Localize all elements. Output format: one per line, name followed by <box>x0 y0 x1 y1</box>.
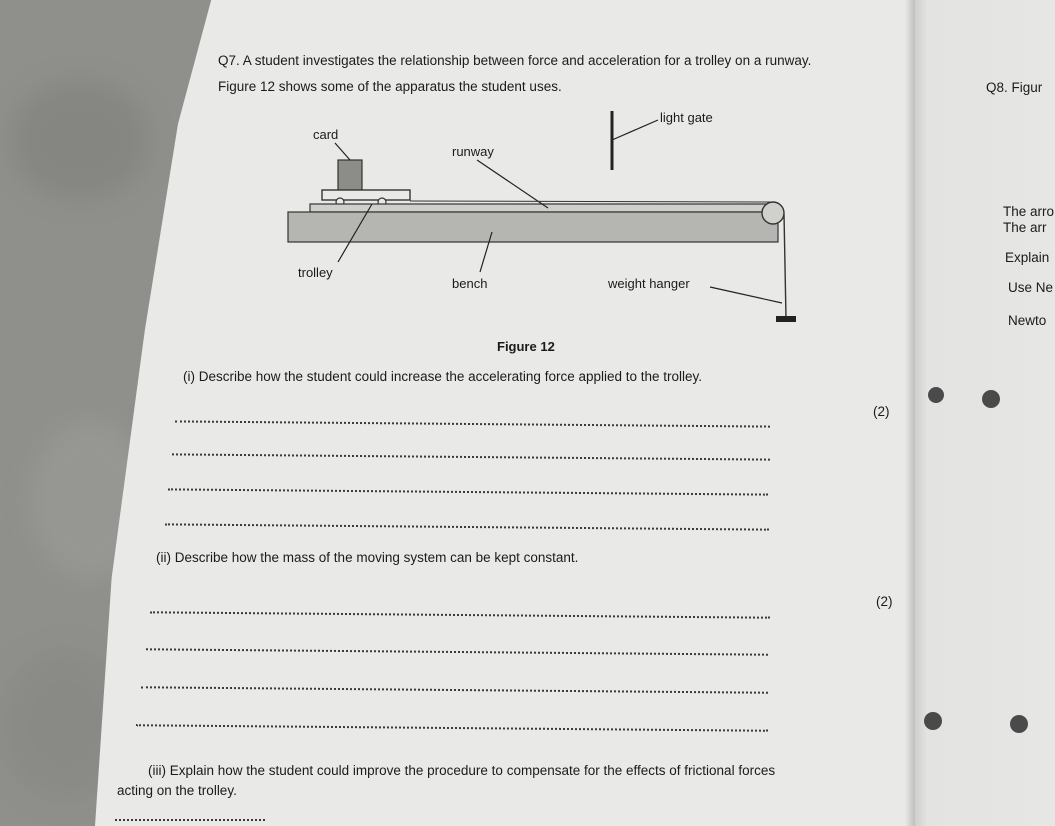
label-card: card <box>313 127 339 142</box>
punch-hole <box>982 390 1000 408</box>
label-light-gate: light gate <box>660 110 713 125</box>
part-iii-text: (iii) Explain how the student could improve the procedure to compensate for the effects of frictional forces <box>148 763 776 778</box>
right-text-line: Use Ne <box>1008 280 1054 295</box>
label-weight-hanger: weight hanger <box>608 276 690 291</box>
figure-caption: Figure 12 <box>497 339 555 354</box>
part-i-marks: (2) <box>873 404 890 419</box>
weight-hanger-base <box>776 316 796 322</box>
string-vertical <box>784 214 786 318</box>
right-text-line: Explain <box>1005 250 1050 265</box>
label-trolley: trolley <box>298 265 333 280</box>
weight-hanger-leader <box>710 287 782 303</box>
card-leader <box>335 143 350 160</box>
label-runway: runway <box>452 144 494 159</box>
part-ii-text: (ii) Describe how the mass of the moving system can be kept constant. <box>156 550 579 565</box>
right-text-line: The arro <box>1003 204 1055 219</box>
question-line-1: Q7. A student investigates the relationship between force and acceleration for a trolley on a runway. <box>218 53 812 68</box>
runway-shape <box>310 204 770 212</box>
punch-hole <box>1010 715 1028 733</box>
light-gate-leader <box>612 120 658 140</box>
right-text-line: Newto <box>1008 313 1047 328</box>
punch-hole <box>928 387 944 403</box>
q8-heading: Q8. Figur <box>986 80 1043 95</box>
string-horizontal <box>410 201 770 202</box>
punch-hole <box>924 712 942 730</box>
label-bench: bench <box>452 276 488 291</box>
part-iii-text-continued: acting on the trolley. <box>117 783 237 798</box>
bench-shape <box>288 212 778 242</box>
card-shape <box>338 160 362 192</box>
part-i-text: (i) Describe how the student could increase the accelerating force applied to the trolley. <box>183 369 703 384</box>
pulley-shape <box>762 202 784 224</box>
trolley-body <box>322 190 410 200</box>
question-line-2: Figure 12 shows some of the apparatus the student uses. <box>218 79 562 94</box>
part-ii-marks: (2) <box>876 594 893 609</box>
answer-line[interactable] <box>115 819 265 821</box>
right-text-line: The arr <box>1003 220 1047 235</box>
